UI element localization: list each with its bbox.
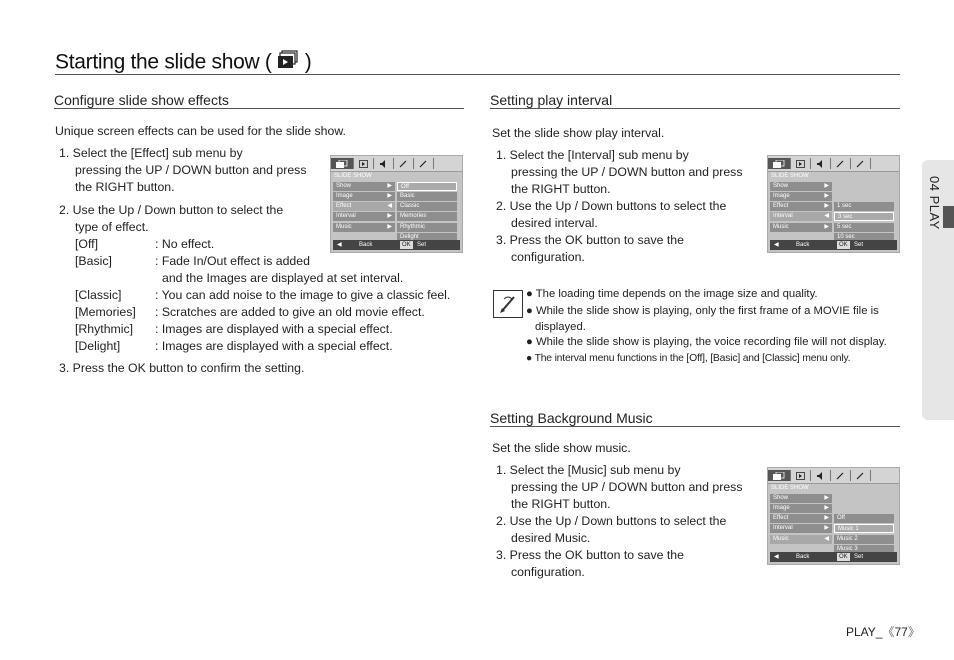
lcd-menu-image: Image ▶ xyxy=(770,192,832,201)
option-desc-delight: : Images are displayed with a special effect. xyxy=(155,339,393,353)
option-desc-memories: : Scratches are added to give an old movie effect. xyxy=(155,305,425,319)
option-name-off: [Off] xyxy=(75,237,99,251)
sound-tab-icon xyxy=(811,158,831,169)
lcd-menu-show: Show ▶ xyxy=(333,182,395,191)
lcd-bottom-bar: ◀ Back OK Set xyxy=(333,240,460,250)
lcd-menu-image: Image ▶ xyxy=(770,504,832,513)
interval-step2a: 2. Use the Up / Down buttons to select the xyxy=(496,199,727,213)
lcd-menu-music: Music ◀ xyxy=(770,535,832,544)
lcd-menu-effect: Effect ▶ xyxy=(770,202,832,211)
lcd-menu-show: Show ▶ xyxy=(770,182,832,191)
lcd-bottom-bar: ◀ Back OK Set xyxy=(770,552,897,562)
setup2-tab-icon xyxy=(414,158,434,169)
setup2-tab-icon xyxy=(851,470,871,481)
option-name-rhythmic: [Rhythmic] xyxy=(75,322,134,336)
lcd-opt-off: Off xyxy=(397,182,457,191)
note-line-2b: displayed. xyxy=(535,321,586,333)
interval-intro: Set the slide show play interval. xyxy=(492,126,665,140)
effects-heading: Configure slide show effects xyxy=(54,92,229,108)
slideshow-icon xyxy=(277,50,299,76)
lcd-effect-screen xyxy=(330,155,463,253)
lcd-bottom-bar: ◀ Back OK Set xyxy=(770,240,897,250)
lcd-menu-music: Music ▶ xyxy=(333,223,395,232)
slideshow-tab-icon xyxy=(768,158,791,169)
music-step2b: desired Music. xyxy=(511,531,591,545)
title-rule xyxy=(55,74,900,75)
setup1-tab-icon xyxy=(831,158,851,169)
effects-step2b: type of effect. xyxy=(75,220,149,234)
lcd-opt-music2: Music 2 xyxy=(834,535,894,544)
chapter-tab-label: 04 PLAY xyxy=(927,176,942,230)
interval-step1b: pressing the UP / DOWN button and press xyxy=(511,165,743,179)
option-name-classic: [Classic] xyxy=(75,288,122,302)
music-heading: Setting Background Music xyxy=(490,410,653,426)
page-number: PLAY_《77》 xyxy=(846,625,920,639)
music-step2a: 2. Use the Up / Down buttons to select the xyxy=(496,514,727,528)
lcd-menu-interval: Interval ▶ xyxy=(333,212,395,221)
note-line-4: ● The interval menu functions in the [Off], [Basic] and [Classic] menu only. xyxy=(526,353,851,364)
page-title: Starting the slide show ( ) xyxy=(55,50,311,76)
lcd-music-screen xyxy=(767,467,900,565)
effects-step2a: 2. Use the Up / Down button to select the xyxy=(59,203,284,217)
lcd-opt-memories: Memories xyxy=(397,212,457,221)
setup1-tab-icon xyxy=(394,158,414,169)
lcd-opt-classic: Classic xyxy=(397,202,457,211)
interval-rule xyxy=(490,108,900,109)
option-desc-rhythmic: : Images are displayed with a special effect. xyxy=(155,322,393,336)
lcd-header: SLIDE SHOW xyxy=(771,173,809,179)
note-line-3: ● While the slide show is playing, the voice recording file will not display. xyxy=(526,336,887,348)
effects-step1a: 1. Select the [Effect] sub menu by xyxy=(59,146,243,160)
option-name-memories: [Memories] xyxy=(75,305,136,319)
effects-step3: 3. Press the OK button to confirm the setting. xyxy=(59,361,305,375)
music-rule xyxy=(490,426,900,427)
lcd-menu-image: Image ▶ xyxy=(333,192,395,201)
lcd-menu-interval: Interval ▶ xyxy=(770,524,832,533)
setup1-tab-icon xyxy=(831,470,851,481)
interval-step1a: 1. Select the [Interval] sub menu by xyxy=(496,148,689,162)
lcd-opt-5sec: 5 sec xyxy=(834,223,894,232)
back-arrow-icon: ◀ xyxy=(774,242,779,248)
lcd-header: SLIDE SHOW xyxy=(771,485,809,491)
lcd-interval-screen xyxy=(767,155,900,253)
music-step3a: 3. Press the OK button to save the xyxy=(496,548,684,562)
slideshow-tab-icon xyxy=(331,158,354,169)
lcd-opt-1sec: 1 sec xyxy=(834,202,894,211)
lcd-menu-music: Music ▶ xyxy=(770,223,832,232)
option-desc-classic: : You can add noise to the image to give a classic feel. xyxy=(155,288,451,302)
option-name-delight: [Delight] xyxy=(75,339,121,353)
lcd-menu-interval: Interval ◀ xyxy=(770,212,832,221)
interval-step1c: the RIGHT button. xyxy=(511,182,611,196)
interval-step3a: 3. Press the OK button to save the xyxy=(496,233,684,247)
slideshow-tab-icon xyxy=(768,470,791,481)
option-desc-off: : No effect. xyxy=(155,237,215,251)
interval-step3b: configuration. xyxy=(511,250,585,264)
effects-rule xyxy=(54,108,464,109)
music-step1c: the RIGHT button. xyxy=(511,497,611,511)
option-name-basic: [Basic] xyxy=(75,254,112,268)
lcd-menu-show: Show ▶ xyxy=(770,494,832,503)
lcd-opt-music1: Music 1 xyxy=(834,524,894,533)
chapter-tab xyxy=(922,160,954,420)
back-arrow-icon: ◀ xyxy=(774,554,779,560)
option-desc-basic-cont: and the Images are displayed at set interval. xyxy=(162,271,404,285)
lcd-opt-10sec: 10 sec xyxy=(834,233,894,242)
effects-step1c: the RIGHT button. xyxy=(75,180,175,194)
lcd-menu-effect: Effect ▶ xyxy=(770,514,832,523)
lcd-opt-music3: Music 3 xyxy=(834,545,894,554)
lcd-tab-bar xyxy=(331,156,462,172)
music-step3b: configuration. xyxy=(511,565,585,579)
play-tab-icon xyxy=(354,158,374,169)
play-tab-icon xyxy=(791,470,811,481)
note-pencil-icon xyxy=(493,290,523,318)
sound-tab-icon xyxy=(811,470,831,481)
note-line-1: ● The loading time depends on the image size and quality. xyxy=(526,288,818,300)
lcd-header: SLIDE SHOW xyxy=(334,173,372,179)
sound-tab-icon xyxy=(374,158,394,169)
lcd-opt-3sec: 3 sec xyxy=(834,212,894,221)
lcd-menu-effect: Effect ◀ xyxy=(333,202,395,211)
lcd-opt-rhythmic: Rhythmic xyxy=(397,223,457,232)
effects-intro: Unique screen effects can be used for the slide show. xyxy=(55,124,346,138)
back-arrow-icon: ◀ xyxy=(337,242,342,248)
music-intro: Set the slide show music. xyxy=(492,441,631,455)
interval-step2b: desired interval. xyxy=(511,216,598,230)
music-step1b: pressing the UP / DOWN button and press xyxy=(511,480,743,494)
chapter-tab-marker xyxy=(943,206,954,228)
option-desc-basic: : Fade In/Out effect is added xyxy=(155,254,310,268)
lcd-opt-delight: Delight xyxy=(397,233,457,242)
setup2-tab-icon xyxy=(851,158,871,169)
lcd-tab-bar xyxy=(768,156,899,172)
note-line-2: ● While the slide show is playing, only the first frame of a MOVIE file is xyxy=(526,305,879,317)
lcd-opt-music-off: Off xyxy=(834,514,894,523)
lcd-tab-bar xyxy=(768,468,899,484)
interval-heading: Setting play interval xyxy=(490,92,613,108)
play-tab-icon xyxy=(791,158,811,169)
music-step1a: 1. Select the [Music] sub menu by xyxy=(496,463,681,477)
lcd-opt-basic: Basic xyxy=(397,192,457,201)
effects-step1b: pressing the UP / DOWN button and press xyxy=(75,163,307,177)
